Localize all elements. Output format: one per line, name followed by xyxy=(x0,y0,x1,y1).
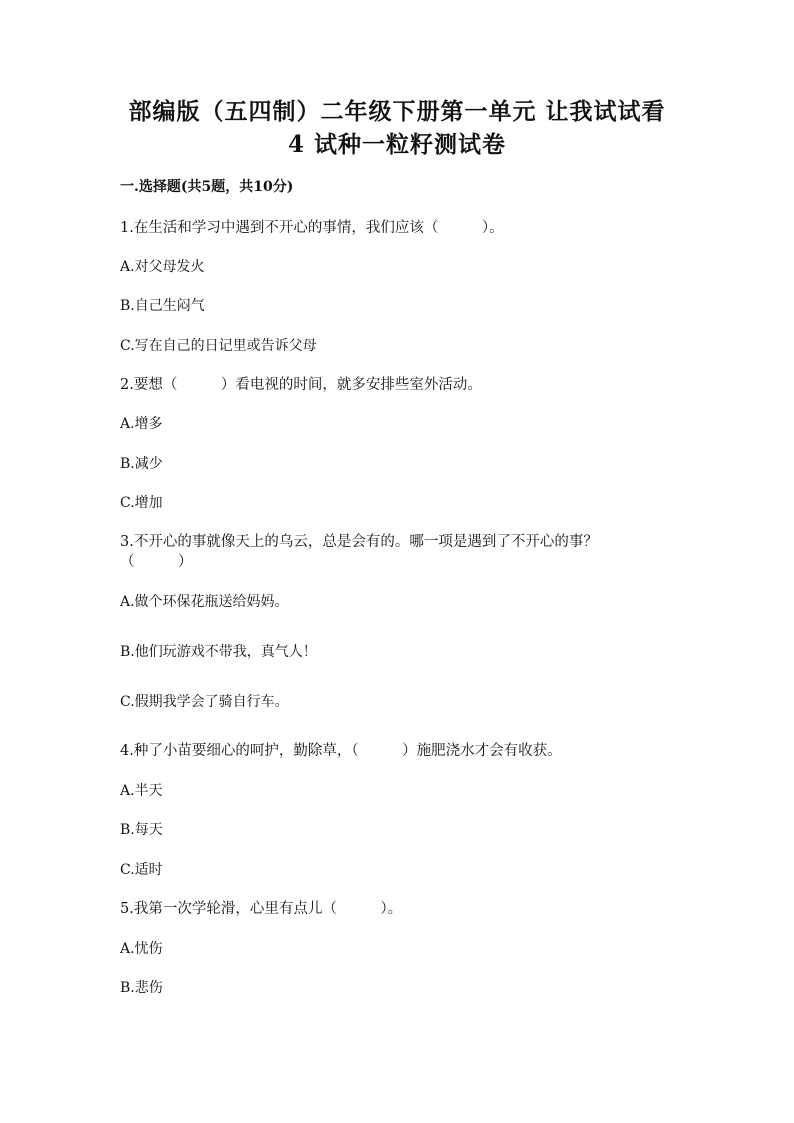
question-2-option-c: C.增加 xyxy=(120,495,163,511)
question-3-option-b: B.他们玩游戏不带我，真气人！ xyxy=(120,644,317,660)
question-4-option-b: B.每天 xyxy=(120,822,163,838)
question-1-option-a: A.对父母发火 xyxy=(120,259,205,275)
question-4: 4.种了小苗要细心的呵护，勤除草，（ ）施肥浇水才会有收获。 xyxy=(120,743,562,759)
question-5: 5.我第一次学轮滑，心里有点儿（ ）。 xyxy=(120,901,403,917)
question-5-option-b: B.悲伤 xyxy=(120,980,163,996)
document-title-line2: 4 试种一粒籽测试卷 xyxy=(287,131,506,158)
question-2-option-b: B.减少 xyxy=(120,456,163,472)
question-3: 3.不开心的事就像天上的乌云，总是会有的。哪一项是遇到了不开心的事？ xyxy=(120,534,598,550)
question-2: 2.要想（ ）看电视的时间，就多安排些室外活动。 xyxy=(120,377,482,393)
question-3-continuation: （ ） xyxy=(120,554,193,570)
question-1: 1.在生活和学习中遇到不开心的事情，我们应该（ ）。 xyxy=(120,220,504,236)
question-2-option-a: A.增多 xyxy=(120,416,163,432)
question-5-option-a: A.忧伤 xyxy=(120,941,163,957)
question-1-option-b: B.自己生闷气 xyxy=(120,298,205,314)
question-3-option-c: C.假期我学会了骑自行车。 xyxy=(120,694,289,710)
question-3-option-a: A.做个环保花瓶送给妈妈。 xyxy=(120,594,289,610)
question-4-option-a: A.半天 xyxy=(120,783,163,799)
section-heading: 一.选择题(共5题，共10分) xyxy=(120,179,294,195)
question-1-option-c: C.写在自己的日记里或告诉父母 xyxy=(120,338,317,354)
question-4-option-c: C.适时 xyxy=(120,862,163,878)
document-title-line1: 部编版（五四制）二年级下册第一单元 让我试试看 xyxy=(128,98,666,125)
